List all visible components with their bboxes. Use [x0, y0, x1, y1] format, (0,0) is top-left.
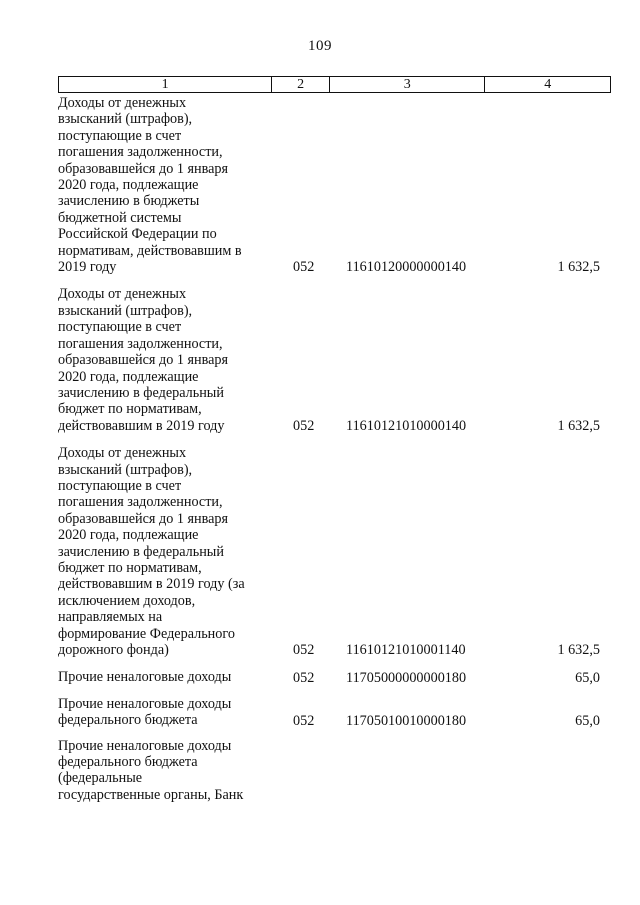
table-row	[58, 95, 611, 275]
description-line: образовавшейся до 1 января	[58, 510, 229, 527]
header-col-3: 3	[330, 77, 485, 92]
description-line: взысканий (штрафов),	[58, 302, 193, 319]
kbk-code-cell: 11610121010000140	[346, 418, 467, 435]
row-values	[272, 641, 611, 658]
description-line: действовавшим в 2019 году	[58, 417, 225, 434]
kbk-code-cell: 11610120000000140	[346, 259, 467, 276]
row-description	[58, 286, 264, 434]
description-line: действовавшим в 2019 году (за	[58, 576, 245, 593]
amount-cell: 65,0	[575, 669, 600, 686]
description-line: погашения задолженности,	[58, 494, 223, 511]
description-line: Прочие неналоговые доходы	[58, 695, 232, 712]
kbk-code-cell: 11705000000000180	[346, 669, 467, 686]
kbk-code-cell: 11705010010000180	[346, 712, 467, 729]
description-line: погашения задолженности,	[58, 144, 223, 161]
header-col-2: 2	[272, 77, 330, 92]
description-line: 2020 года, подлежащие	[58, 177, 199, 194]
row-values	[272, 712, 611, 729]
description-line: поступающие в счет	[58, 319, 182, 336]
description-line: федерального бюджета	[58, 712, 198, 729]
description-line: бюджет по нормативам,	[58, 559, 202, 576]
description-line: бюджет по нормативам,	[58, 401, 202, 418]
admin-code-cell: 052	[293, 418, 315, 435]
amount-cell: 1 632,5	[557, 418, 600, 435]
description-line: направляемых на	[58, 609, 163, 626]
row-values	[272, 258, 611, 275]
table-row	[58, 696, 611, 729]
amount-cell: 1 632,5	[557, 259, 600, 276]
description-line: исключением доходов,	[58, 592, 196, 609]
row-description	[58, 669, 264, 685]
admin-code-cell: 052	[293, 642, 315, 659]
header-col-1: 1	[59, 77, 272, 92]
description-line: 2019 году	[58, 259, 117, 276]
description-line: 2020 года, подлежащие	[58, 527, 199, 544]
description-line: федерального бюджета	[58, 754, 198, 771]
description-line: Доходы от денежных	[58, 95, 187, 111]
description-line: зачислению в бюджеты	[58, 193, 200, 210]
description-line: Прочие неналоговые доходы	[58, 669, 232, 686]
description-line: бюджетной системы	[58, 209, 182, 226]
amount-cell: 1 632,5	[557, 642, 600, 659]
description-line: поступающие в счет	[58, 477, 182, 494]
description-line: зачислению в федеральный	[58, 384, 224, 401]
description-line: взысканий (штрафов),	[58, 461, 193, 478]
description-line: 2020 года, подлежащие	[58, 368, 199, 385]
table-row	[58, 738, 611, 804]
description-line: (федеральные	[58, 770, 143, 787]
table-row	[58, 286, 611, 434]
description-line: Российской Федерации по	[58, 226, 217, 243]
description-line: дорожного фонда)	[58, 642, 169, 658]
page-number: 109	[308, 38, 332, 54]
description-line: зачислению в федеральный	[58, 543, 224, 560]
description-line: Доходы от денежных	[58, 286, 187, 303]
row-description	[58, 738, 264, 804]
row-values	[272, 417, 611, 434]
description-line: погашения задолженности,	[58, 335, 223, 352]
kbk-code-cell: 11610121010001140	[346, 642, 466, 659]
row-description	[58, 445, 264, 658]
row-description	[58, 696, 264, 729]
amount-cell: 65,0	[575, 712, 600, 729]
description-line: образовавшейся до 1 января	[58, 352, 229, 369]
table-row	[58, 669, 611, 685]
row-values	[272, 669, 611, 686]
description-line: Доходы от денежных	[58, 445, 187, 462]
table-header	[58, 76, 611, 93]
description-line: образовавшейся до 1 января	[58, 160, 229, 177]
description-line: формирование Федерального	[58, 625, 235, 642]
table-body	[58, 95, 611, 803]
admin-code-cell: 052	[293, 669, 315, 686]
table-row	[58, 445, 611, 658]
description-line: поступающие в счет	[58, 127, 182, 144]
description-line: государственные органы, Банк	[58, 786, 244, 803]
row-values	[272, 786, 611, 803]
admin-code-cell: 052	[293, 712, 315, 729]
row-description	[58, 95, 264, 275]
description-line: нормативам, действовавшим в	[58, 242, 242, 259]
description-line: Прочие неналоговые доходы	[58, 737, 232, 754]
header-col-4: 4	[544, 77, 552, 92]
description-line: взысканий (штрафов),	[58, 111, 193, 128]
admin-code-cell: 052	[293, 259, 315, 276]
